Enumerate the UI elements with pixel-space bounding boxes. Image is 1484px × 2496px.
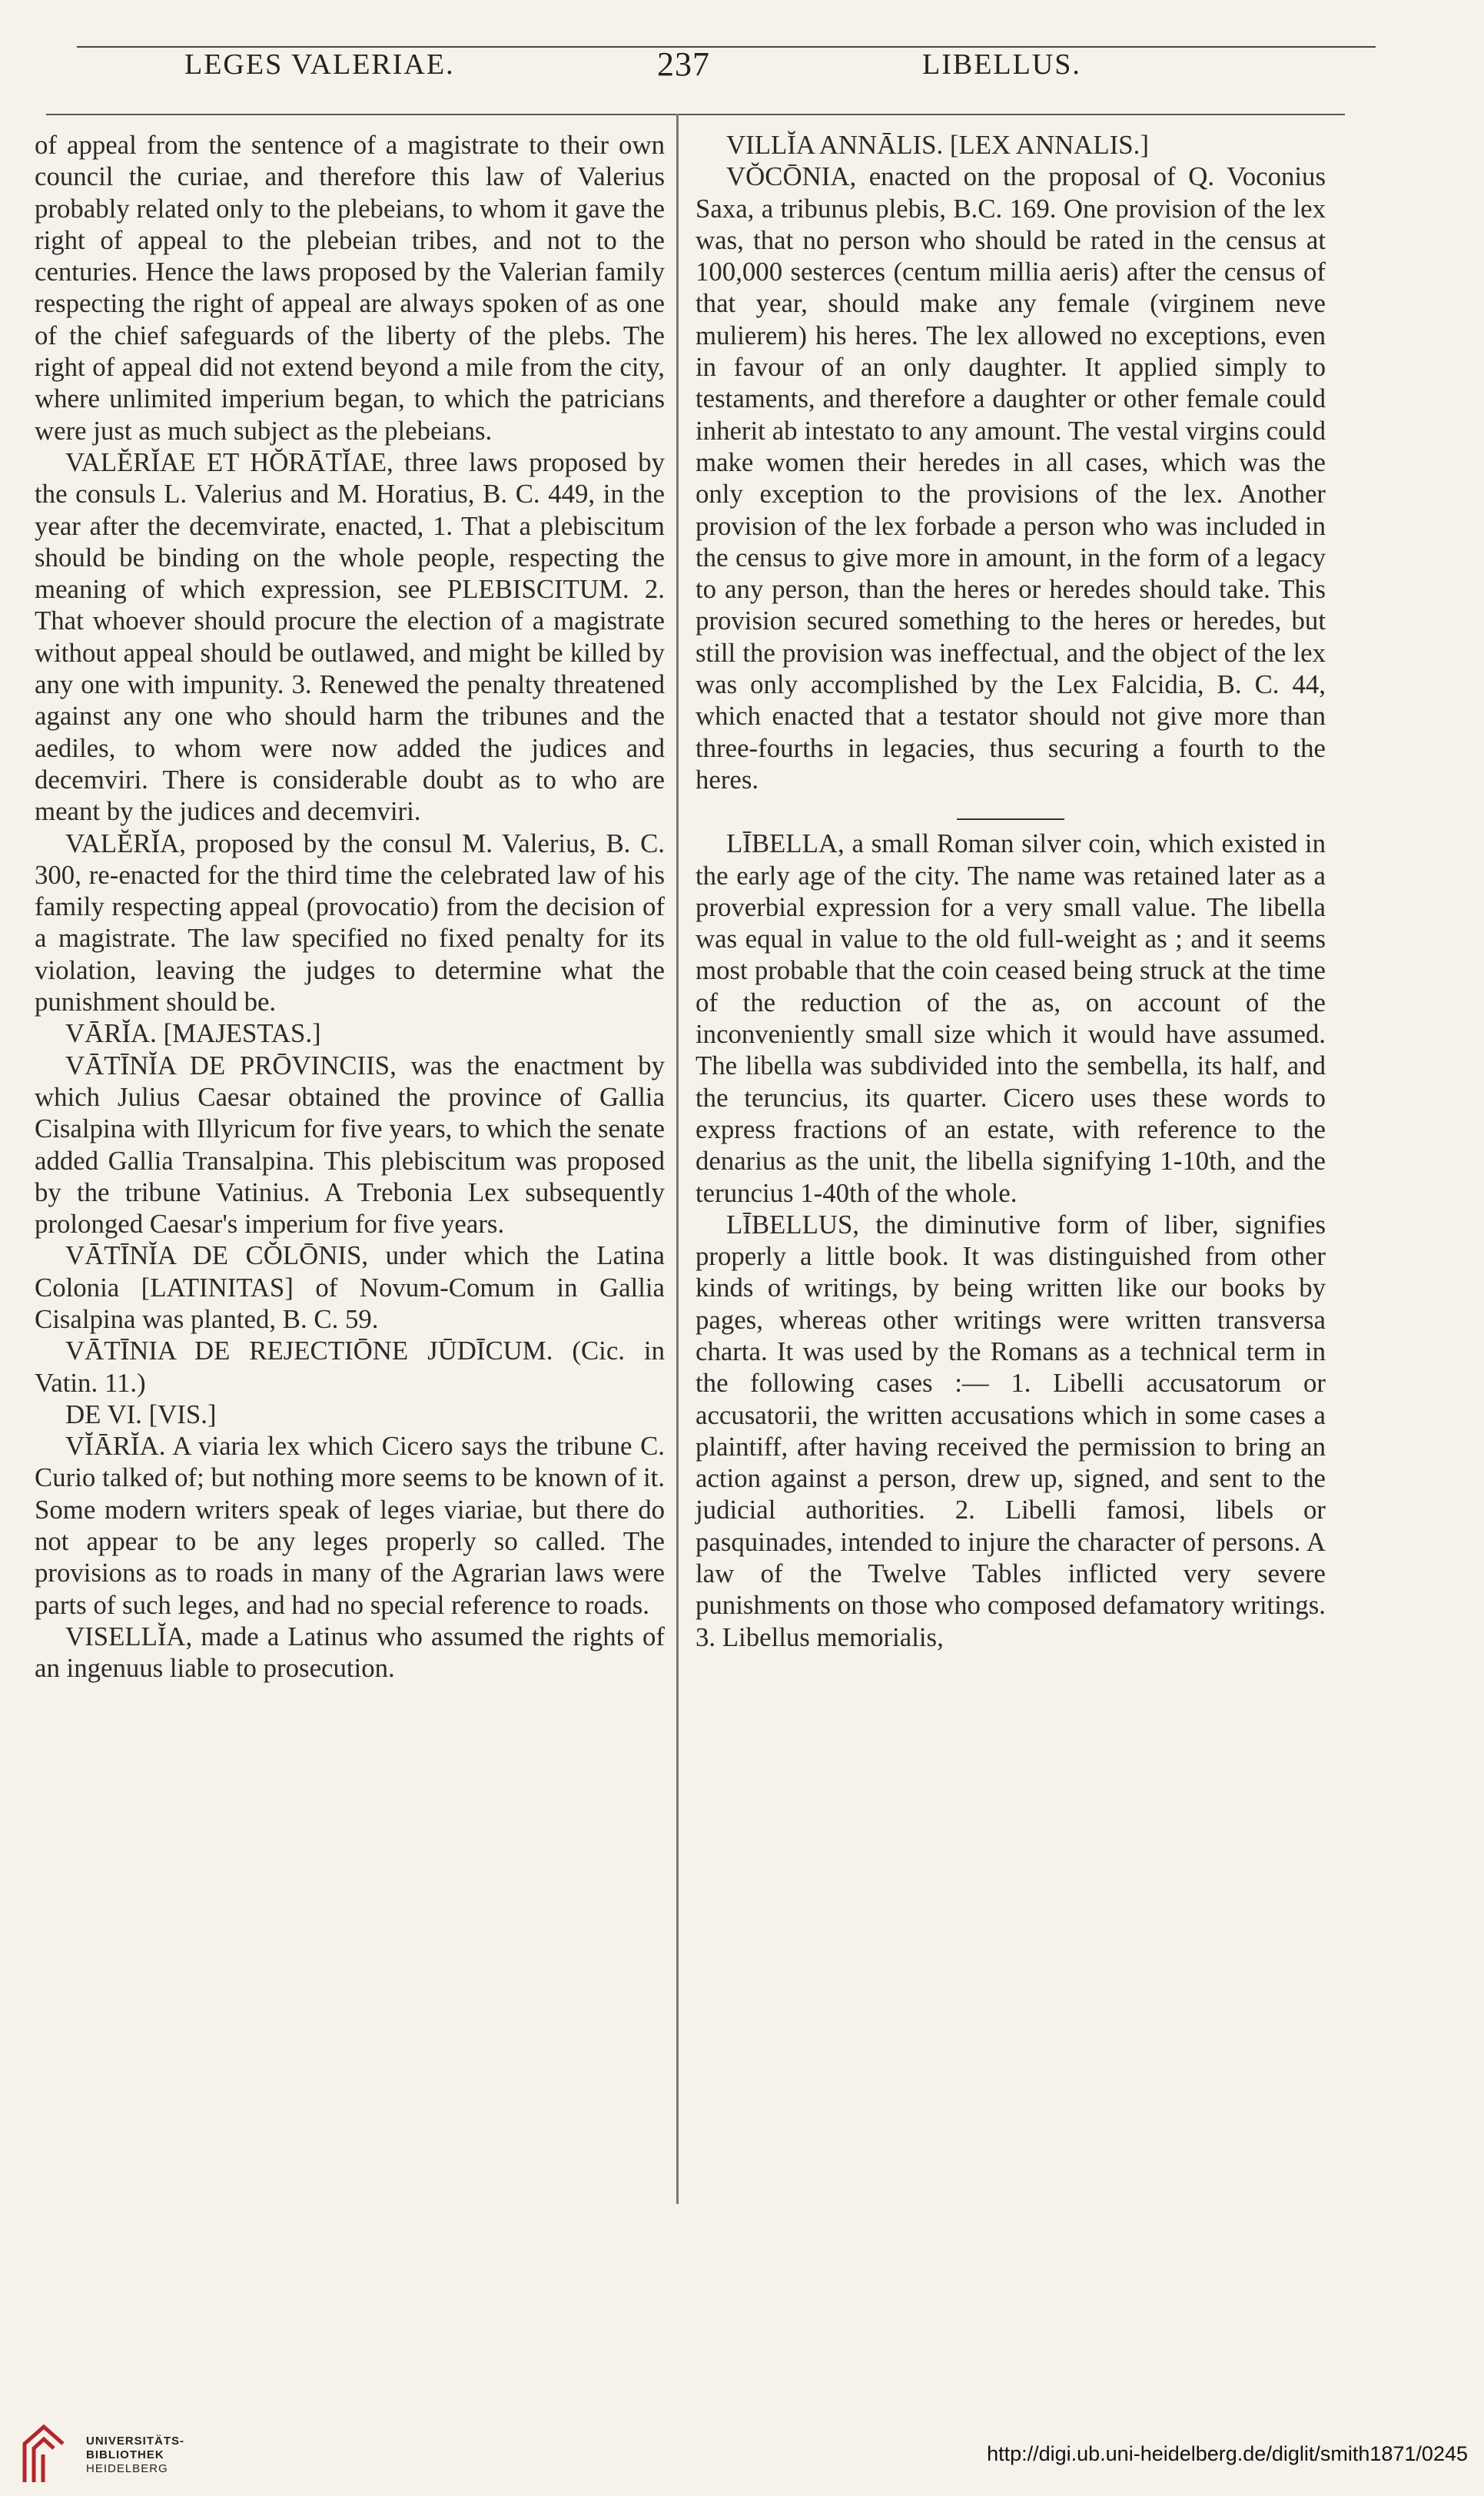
entry-voconia: VŎCŌNIA, enacted on the proposal of Q. Voconius Saxa, a tribunus plebis, B.C. 169. One provision of the lex was, that no person who should be rated in the census at 100,000 sesterces (centum millia aeris) after the census of that year, should make any female (virginem neve mulierem) his heres. The lex allowed no exceptions, even in favour of an only daughter. It applied simply to testaments, and therefore a daughter or other female could inherit ab intestato to any amount. The vestal virgins could make women their heredes in all cases, which was the only exception to the provisions of the lex. Another provision of the lex forbade a person who was included in the census to give more in amount, in the form of a legacy to any person, than the heres or heredes should take. This provision secured something to the heres or heredes, but still the provision was ineffectual, and the object of the lex was only accomplished by the Lex Falcidia, B. C. 44, which enacted that a testator should not give more than three-fourths in legacies, thus securing a fourth to the heres.	[696, 161, 1326, 795]
entry-vatinia-de-provinciis: VĀTĪNĬA DE PRŌVINCIIS, was the enactment by which Julius Caesar obtained the province of Gallia Cisalpina with Illyricum for five years, to which the senate added Gallia Transalpina. This plebiscitum was proposed by the tribune Vatinius. A Trebonia Lex subsequently prolonged Caesar's imperium for five years.	[35, 1050, 665, 1240]
digitization-footer	[0, 2413, 1484, 2496]
left-column	[35, 129, 665, 1684]
source-url-link[interactable]: http://digi.ub.uni-heidelberg.de/diglit/smith1871/0245	[987, 2442, 1468, 2465]
entry-vatinia-de-rejectione: VĀTĪNIA DE REJECTIŌNE JŪDĪCUM. (Cic. in Vatin. 11.)	[35, 1336, 665, 1398]
entry-valeria: VALĔRĬA, proposed by the consul M. Valerius, B. C. 300, re-enacted for the third time the celebrated law of his family respecting appeal (provocatio) from the decision of a magistrate. The law specified no fixed penalty for its violation, leaving the judges to determine what the punishment should be.	[35, 828, 665, 1017]
entry-libellus: LĪBELLUS, the diminutive form of liber, signifies properly a little book. It was distinguished from other kinds of writings, by being written like our books by pages, whereas other writings were written transversa charta. It was used by the Romans as a technical term in the following cases :— 1. Libelli accusatorum or accusatorii, the written accusations which in some cases a plaintiff, after having received the permission to bring an action against a person, drew up, signed, and sent to the judicial authorities. 2. Libelli famosi, libels or pasquinades, intended to injure the character of persons. A law of the Twelve Tables inflicted very severe punishments on those who composed defamatory writings. 3. Libellus memorialis,	[696, 1209, 1326, 1652]
entry-varia: VĀRĬA. [MAJESTAS.]	[65, 1018, 321, 1049]
column-divider	[676, 114, 679, 2204]
paragraph: of appeal from the sentence of a magistrate to their own council the curiae, and therefore this law of Valerius probably related only to the plebeians, to whom it gave the right of appeal to the plebeian tribes, and not to the centuries. Hence the laws proposed by the Valerian family respecting the right of appeal are always spoken of as one of the chief safeguards of the liberty of the plebs. The right of appeal did not extend beyond a mile from the city, where unlimited imperium began, to which the patricians were just as much subject as the plebeians.	[35, 130, 665, 446]
entry-valeriae-et-horatiae: VALĔRĬAE ET HŎRĀTĬAE, three laws proposed by the consuls L. Valerius and M. Horatius, B. C. 449, in the year after the decemvirate, enacted, 1. That a plebiscitum should be binding on the whole people, respecting the meaning of which expression, see PLEBISCITUM. 2. That whoever should procure the election of a magistrate without appeal should be outlawed, and might be killed by any one with impunity. 3. Renewed the penalty threatened against any one who should harm the tribunes and the aediles, to whom were now added the judices and decemviri. There is considerable doubt as to who are meant by the judices and decemviri.	[35, 446, 665, 827]
entry-libella: LĪBELLA, a small Roman silver coin, which existed in the early age of the city. The name was retained later as a proverbial expression for a very small value. The libella was equal in value to the old full-weight as ; and it seems most probable that the coin ceased being struck at the time of the reduction of the as, on account of the inconveniently small size which it would have assumed. The libella was subdivided into the sembella, its half, and the teruncius, its quarter. Cicero uses these words to express fractions of an estate, with reference to the denarius as the unit, the libella signifying 1-10th, and the teruncius 1-40th of the whole.	[696, 828, 1326, 1208]
header-right-title: LIBELLUS.	[922, 48, 1081, 81]
right-column	[696, 129, 1326, 1653]
separator-rule	[957, 818, 1064, 820]
entry-de-vi: DE VI. [VIS.]	[65, 1399, 217, 1429]
section-separator	[696, 795, 1326, 828]
entry-viaria: VĬĀRĬA. A viaria lex which Cicero says the tribune C. Curio talked of; but nothing more seems to be known of it. Some modern writers speak of leges viariae, but there do not appear to be any leges properly so called. The provisions as to roads in many of the Agrarian laws were parts of such leges, and had no special reference to roads.	[35, 1431, 665, 1620]
entry-vatinia-de-colonis: VĀTĪNĬA DE CŎLŌNIS, under which the Latina Colonia [LATINITAS] of Novum-Comum in Gallia Cisalpina was planted, B. C. 59.	[35, 1240, 665, 1334]
page-number: 237	[657, 45, 710, 83]
entry-villia-annalis: VILLĬA ANNĀLIS. [LEX ANNALIS.]	[726, 130, 1149, 160]
library-name: UNIVERSITÄTS- BIBLIOTHEK HEIDELBERG	[86, 2435, 185, 2475]
library-logo-icon	[17, 2421, 71, 2485]
running-header	[46, 22, 1306, 121]
entry-visellia: VISELLĬA, made a Latinus who assumed the rights of an ingenuus liable to prosecution.	[35, 1621, 665, 1684]
header-bottom-rule	[46, 114, 1345, 115]
header-left-title: LEGES VALERIAE.	[184, 48, 455, 81]
